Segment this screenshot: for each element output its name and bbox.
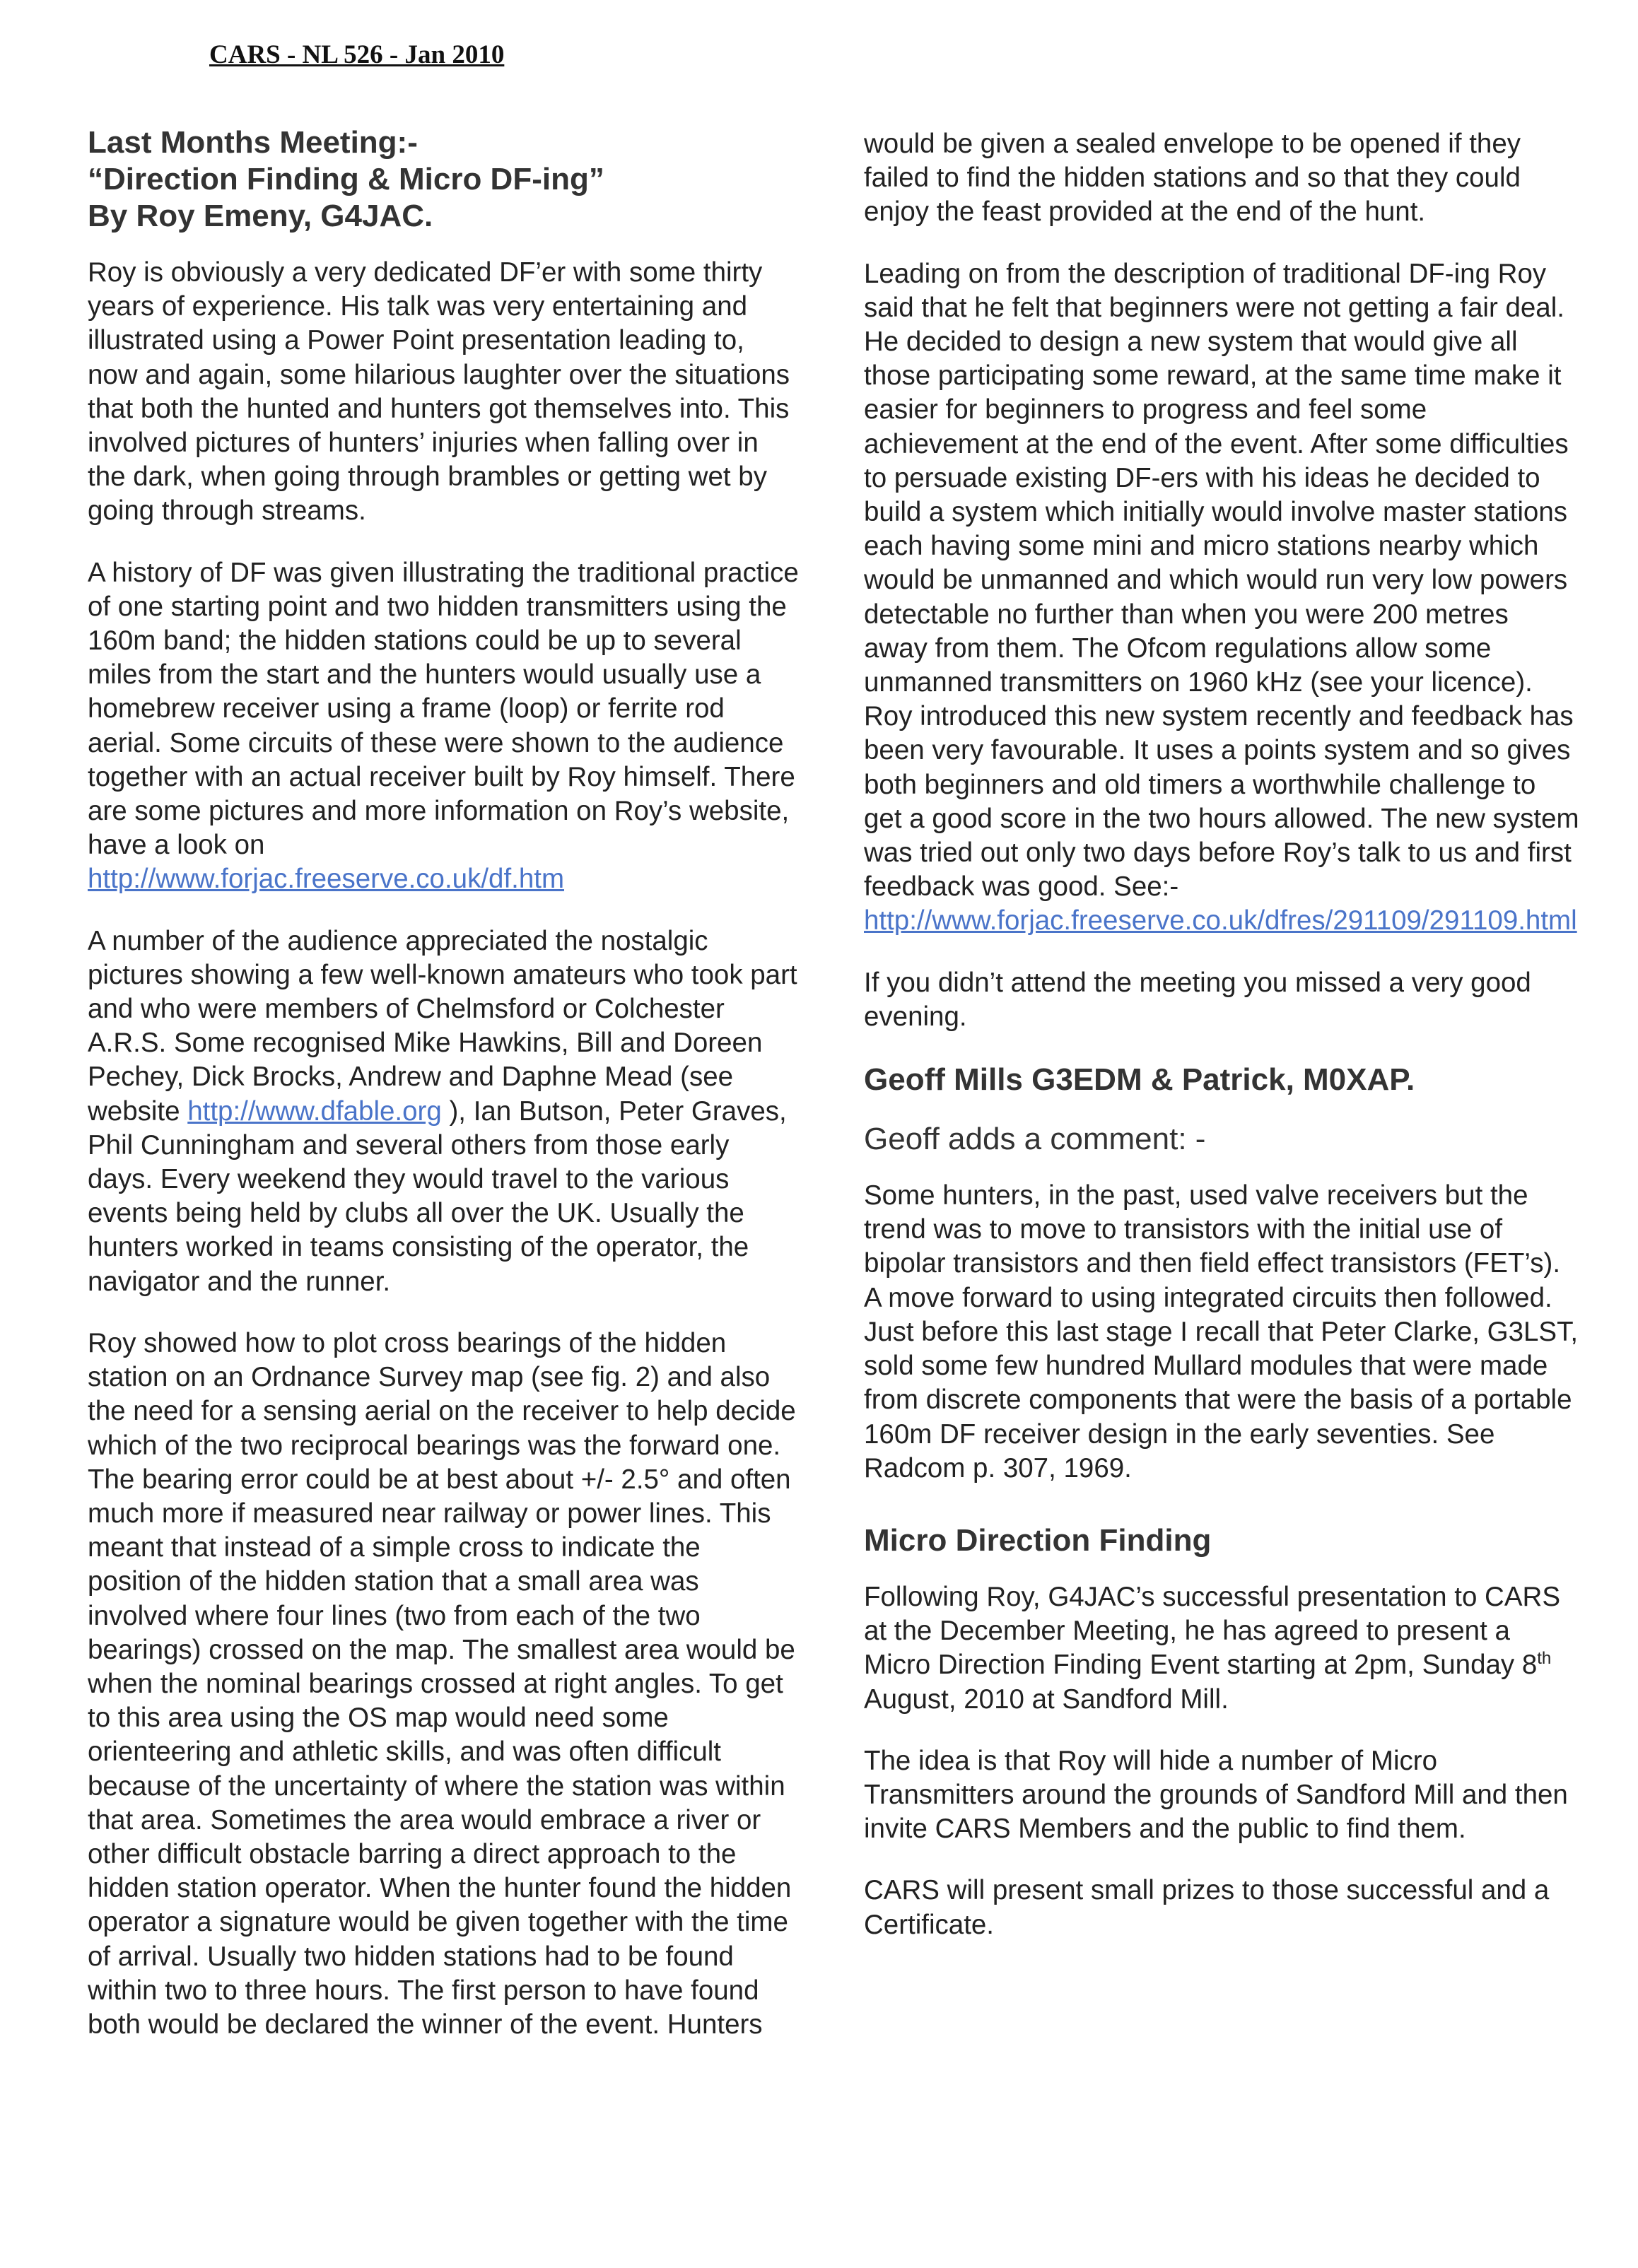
micro-paragraph-3: CARS will present small prizes to those successful and a Certificate. [864, 1875, 1550, 1940]
left-column [88, 124, 802, 2069]
micro-paragraph-1 [864, 1580, 1579, 1717]
article-byline: By Roy Emeny, G4JAC. [88, 199, 433, 233]
article-paragraph-7: If you didn’t attend the meeting you missed a very good evening. [864, 967, 1531, 1032]
article-title-line1: Last Months Meeting:- [88, 125, 418, 160]
article-paragraph-6-text: Leading on from the description of traditional DF-ing Roy said that he felt that beginners were not getting a fair deal. He decided to design a new system that would give all those participating some reward, at the same time make it easier for beginners to progress and feel some achievement at the end of the event. After some difficulties to persuade existing DF-ers with his ideas he decided to build a system which initially would involve master stations each having some mini and micro stations nearby which would be unmanned and which would run very low powers detectable no further than when you were 200 metres away from them. The Ofcom regulations allow some unmanned transmitters on 1960 kHz (see your licence). Roy introduced this new system recently and feedback has been very favourable. It uses a points system and so gives both beginners and old timers a worthwhile challenge to get a good score in the two hours allowed. The new system was tried out only two days before Roy’s talk to us and first feedback was good. See:- [864, 258, 1579, 903]
date-ordinal-suffix: th [1537, 1649, 1552, 1669]
dfres-results-link[interactable]: http://www.forjac.freeserve.co.uk/dfres/291109/291109.html [864, 905, 1577, 936]
article-paragraph-5: would be given a sealed envelope to be opened if they failed to find the hidden stations and so that they could enjoy the feast provided at the end of the hunt. [864, 129, 1521, 228]
micro-df-heading: Micro Direction Finding [864, 1522, 1212, 1558]
micro-paragraph-2: The idea is that Roy will hide a number of Micro Transmitters around the grounds of Sandford Mill and then invite CARS Members and the public to find them. [864, 1745, 1568, 1845]
article-title [88, 124, 802, 235]
article-title-line2: “Direction Finding & Micro DF-ing” [88, 162, 604, 196]
micro-paragraph-1-text-b: August, 2010 at Sandford Mill. [864, 1684, 1229, 1715]
comment-paragraph-1: Some hunters, in the past, used valve receivers but the trend was to move to transistors with the initial use of bipolar transistors and then field effect transistors (FET’s). A move forward to using integrated circuits then followed. Just before this last stage I recall that Peter Clarke, G3LST, sold some few hundred Mullard modules that were made from discrete components that were the basis of a portable 160m DF receiver design in the early seventies. See Radcom p. 307, 1969. [864, 1180, 1579, 1483]
article-paragraph-4: Roy showed how to plot cross bearings of the hidden station on an Ordnance Survey map (see fig. 2) and also the need for a sensing aerial on the receiver to help decide which of the two reciprocal bearings was the forward one. The bearing error could be at best about +/- 2.5° and often much more if measured near railway or power lines. This meant that instead of a simple cross to indicate the position of the hidden station that a small area was involved where four lines (two from each of the two bearings) crossed on the map. The smallest area would be when the nominal bearings crossed at right angles. To get to this area using the OS map would need some orienteering and athletic skills, and was often difficult because of the uncertainty of where the station was within that area. Sometimes the area would embrace a river or other difficult obstacle barring a direct approach to the hidden station operator. When the hunter found the hidden operator a signature would be given together with the time of arrival. Usually two hidden stations had to be found within two to three hours. The first person to have found both would be declared the winner of the event. Hunters [88, 1327, 796, 2040]
running-header: CARS - NL 526 - Jan 2010 [209, 40, 505, 69]
dfable-link[interactable]: http://www.dfable.org [187, 1095, 442, 1127]
article-paragraph-3 [88, 924, 802, 1299]
article-paragraph-3-text-b: ), Ian Butson, Peter Graves, Phil Cunningham and several others from those early days. Every weekend they would travel to the various events being held by clubs all over the UK. Usually the hunters worked in teams consisting of the operator, the navigator and the runner. [88, 1095, 787, 1297]
article-paragraph-6 [864, 257, 1579, 939]
article-paragraph-3-text-a: A number of the audience appreciated the nostalgic pictures showing a few well-known amateurs who took part and who were members of Chelmsford or Colchester A.R.S. Some recognised Mike Hawkins, Bill and Doreen Pechey, Dick Brocks, Andrew and Daphne Mead (see website [88, 925, 797, 1127]
article-paragraph-2 [88, 556, 802, 897]
article-paragraph-1: Roy is obviously a very dedicated DF’er with some thirty years of experience. His talk was very entertaining and illustrated using a Power Point presentation leading to, now and again, some hilarious laughter over the situations that both the hunted and hunters got themselves into. This involved pictures of hunters’ injuries when falling over in the dark, when going through brambles or getting wet by going through streams. [88, 257, 790, 527]
right-column [864, 127, 1579, 1970]
article-paragraph-2-text: A history of DF was given illustrating the traditional practice of one starting point and two hidden transmitters using the 160m band; the hidden stations could be up to several miles from the start and the hunters would usually use a homebrew receiver using a frame (loop) or ferrite rod aerial. Some circuits of these were shown to the audience together with an actual receiver built by Roy himself. There are some pictures and more information on Roy’s website, have a look on [88, 557, 799, 861]
df-website-link[interactable]: http://www.forjac.freeserve.co.uk/df.htm [88, 864, 565, 895]
comment-subheading: Geoff adds a comment: - [864, 1122, 1206, 1157]
micro-paragraph-1-text-a: Following Roy, G4JAC’s successful presentation to CARS at the December Meeting, he has agreed to present a Micro Direction Finding Event starting at 2pm, Sunday 8 [864, 1581, 1561, 1681]
comment-authors-heading: Geoff Mills G3EDM & Patrick, M0XAP. [864, 1062, 1415, 1098]
